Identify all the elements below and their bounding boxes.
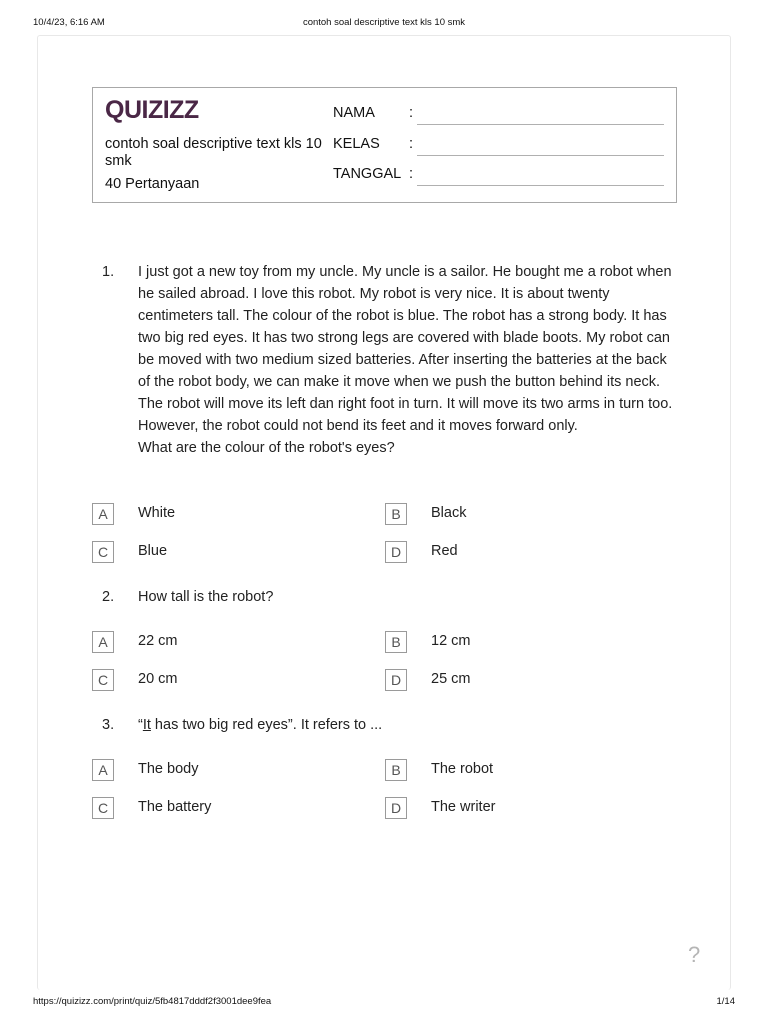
print-title: contoh soal descriptive text kls 10 smk (302, 17, 466, 28)
option-letter-c: C (92, 797, 114, 819)
option-text: The writer (431, 799, 496, 815)
option-text: 22 cm (138, 633, 178, 649)
field-colon: : (409, 136, 414, 152)
option-text: 12 cm (431, 633, 471, 649)
field-line-tanggal (417, 185, 664, 186)
underlined-word: It (142, 717, 151, 733)
question-rest: has two big red eyes”. It refers to ... (150, 717, 383, 733)
option-text: Red (431, 543, 458, 559)
question-number: 1. (102, 264, 115, 280)
field-colon: : (409, 166, 414, 182)
option-letter-c: C (92, 669, 114, 691)
field-line-kelas (417, 155, 664, 156)
option-letter-c: C (92, 541, 114, 563)
option-text: 25 cm (431, 671, 471, 687)
question-prompt: What are the colour of the robot's eyes? (138, 440, 395, 456)
field-line-nama (417, 124, 664, 125)
field-label-tanggal: TANGGAL (333, 166, 402, 182)
option-text: Blue (138, 543, 168, 559)
option-text: The robot (431, 761, 494, 777)
quizizz-logo: QUIZIZZ (105, 96, 199, 124)
option-letter-a: A (92, 759, 114, 781)
option-letter-a: A (92, 631, 114, 653)
option-text: The battery (138, 799, 212, 815)
option-letter-b: B (385, 503, 407, 525)
quiz-header-box (92, 87, 677, 203)
option-letter-a: A (92, 503, 114, 525)
question-text (138, 261, 678, 459)
option-letter-b: B (385, 631, 407, 653)
field-colon: : (409, 105, 414, 121)
print-date: 10/4/23, 6:16 AM (33, 17, 105, 28)
field-label-nama: NAMA (333, 105, 375, 121)
print-page-number: 1/14 (716, 996, 735, 1007)
option-text: Black (431, 505, 467, 521)
field-label-kelas: KELAS (333, 136, 380, 152)
question-count: 40 Pertanyaan (105, 176, 200, 192)
option-text: The body (138, 761, 199, 777)
question-mark-icon[interactable]: ? (688, 942, 701, 967)
quiz-title: contoh soal descriptive text kls 10 smk (105, 136, 322, 169)
option-text: White (138, 505, 176, 521)
question-number: 2. (102, 589, 115, 605)
option-letter-d: D (385, 797, 407, 819)
option-letter-b: B (385, 759, 407, 781)
option-text: 20 cm (138, 671, 178, 687)
question-prompt (138, 714, 678, 736)
question-number: 3. (102, 717, 115, 733)
print-url: https://quizizz.com/print/quiz/5fb4817dddf2f3001dee9fea (33, 996, 272, 1007)
question-passage: I just got a new toy from my uncle. My uncle is a sailor. He bought me a robot when he sailed abroad. I love this robot. My robot is very nice. It is about twenty centimeters tall. The colour of the robot is blue. The robot has a strong body. It has two big red eyes. It has two strong legs are covered with blade boots. My robot can be moved with two medium sized batteries. After inserting the batteries at the back of the robot body, we can make it move when we push the button behind its neck. The robot will move its left dan right foot in turn. It will move its two arms in turn too. However, the robot could not bend its feet and it moves forward only. (138, 264, 673, 434)
question-prompt: How tall is the robot? (138, 589, 274, 605)
option-letter-d: D (385, 669, 407, 691)
quote-open: “ (138, 717, 143, 733)
option-letter-d: D (385, 541, 407, 563)
